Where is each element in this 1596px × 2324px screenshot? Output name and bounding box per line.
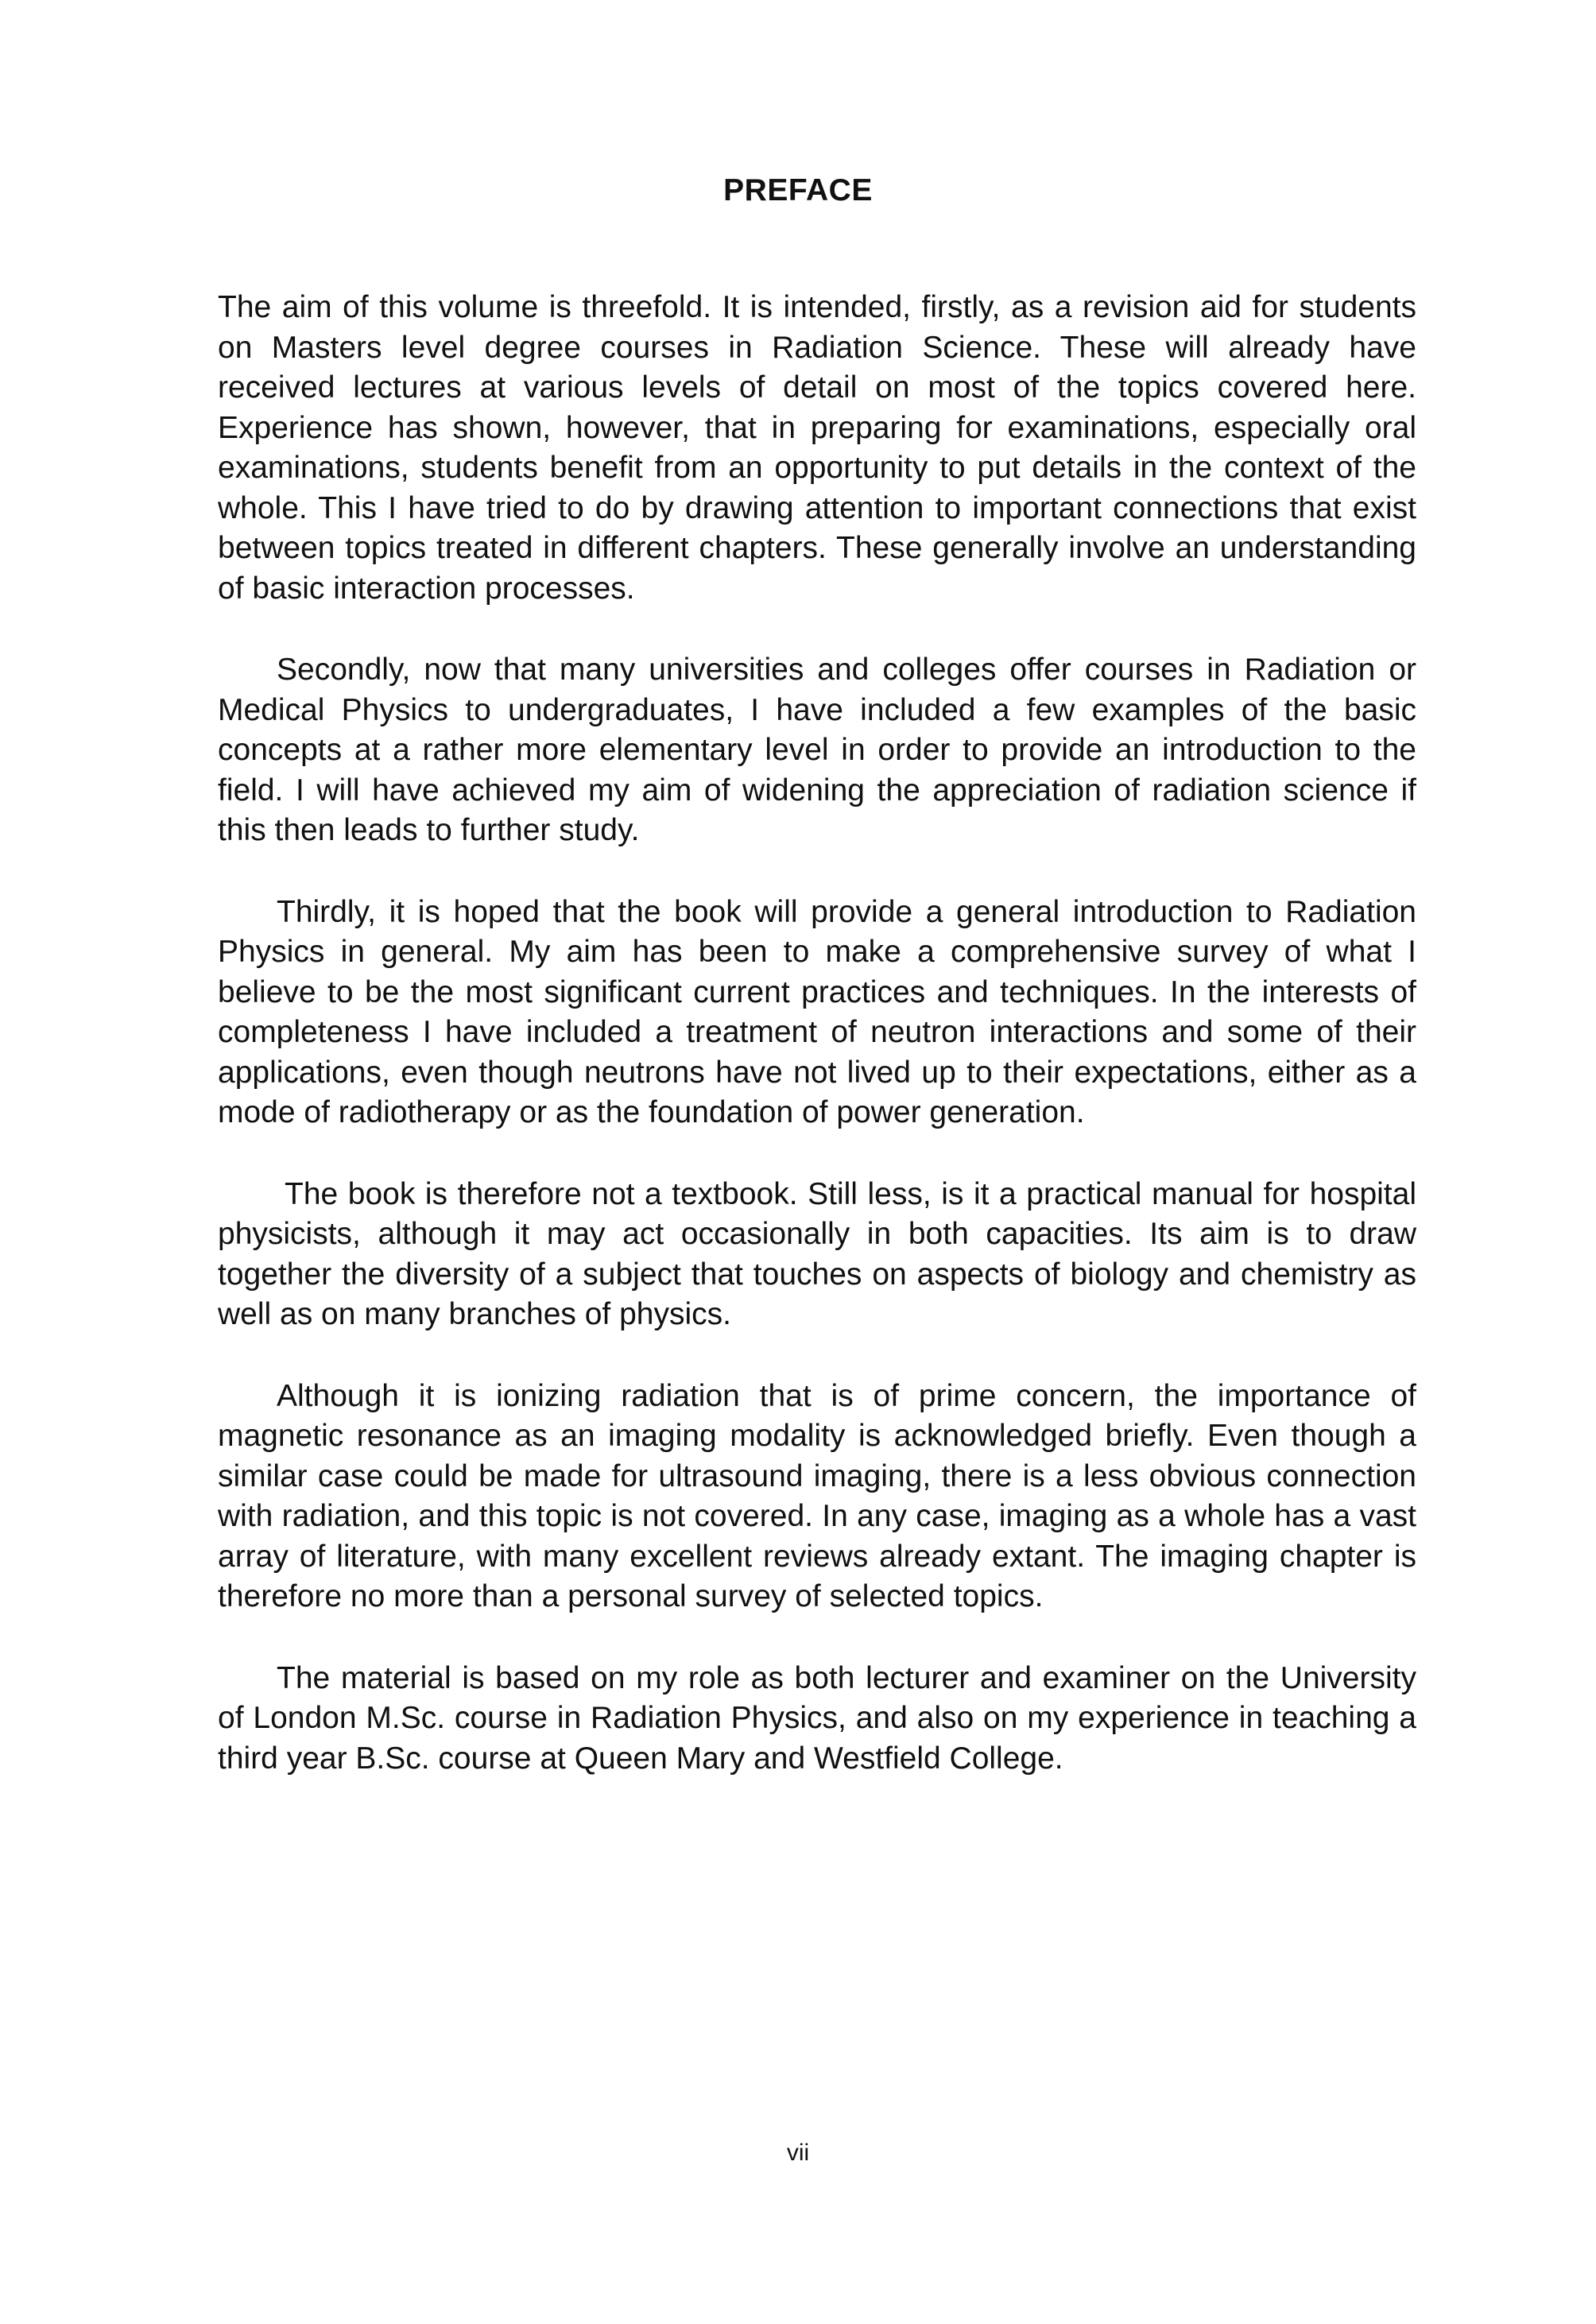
page-title: PREFACE	[723, 173, 873, 207]
paragraph-4: The book is therefore not a textbook. Still less, is it a practical manual for hospital physicists, although it may act occasionally in both capacities. Its aim is to draw together the diversity of a subject that touches on aspects of biology and chemistry as well as on many branches of physics.	[218, 1176, 1416, 1331]
page-number: vii	[786, 2140, 810, 2166]
paragraph-3: Thirdly, it is hoped that the book will provide a general introduction to Radiation Physics in general. My aim has been to make a comprehensive survey of what I believe to be the most significant current practices and techniques. In the interests of completeness I have included a treatment of neutron interactions and some of their applications, even though neutrons have not lived up to their expectations, either as a mode of radiotherapy or as the foundation of power generation.	[218, 894, 1416, 1129]
paragraph-2: Secondly, now that many universities and colleges offer courses in Radiation or Medical Physics to undergraduates, I have included a few examples of the basic concepts at a rather more elementary level in order to provide an introduction to the field. I will have achieved my aim of widening the appreciation of radiation science if this then leads to further study.	[218, 653, 1416, 847]
paragraph-1: The aim of this volume is threefold. It is intended, firstly, as a revision aid for students on Masters level degree courses in Radiation Science. These will already have received lectures at various levels of detail on most of the topics covered here. Experience has shown, however, that in preparing for examinations, especially oral examinations, students benefit from an opportunity to put details in the context of the whole. This I have tried to do by drawing attention to important connections that exist between topics treated in different chapters. These generally involve an understanding of basic interaction processes.	[218, 290, 1416, 606]
paragraph-5: Although it is ionizing radiation that is of prime concern, the importance of magnetic resonance as an imaging modality is acknowledged briefly. Even though a similar case could be made for ultrasound imaging, there is a less obvious connection with radiation, and this topic is not covered. In any case, imaging as a whole has a vast array of literature, with many excellent reviews already extant. The imaging chapter is therefore no more than a personal survey of selected topics.	[218, 1378, 1416, 1613]
paragraph-6: The material is based on my role as both lecturer and examiner on the University of London M.Sc. course in Radiation Physics, and also on my experience in teaching a third year B.Sc. course at Queen Mary and Westfield College.	[218, 1660, 1416, 1776]
preface-body	[218, 288, 1416, 1820]
